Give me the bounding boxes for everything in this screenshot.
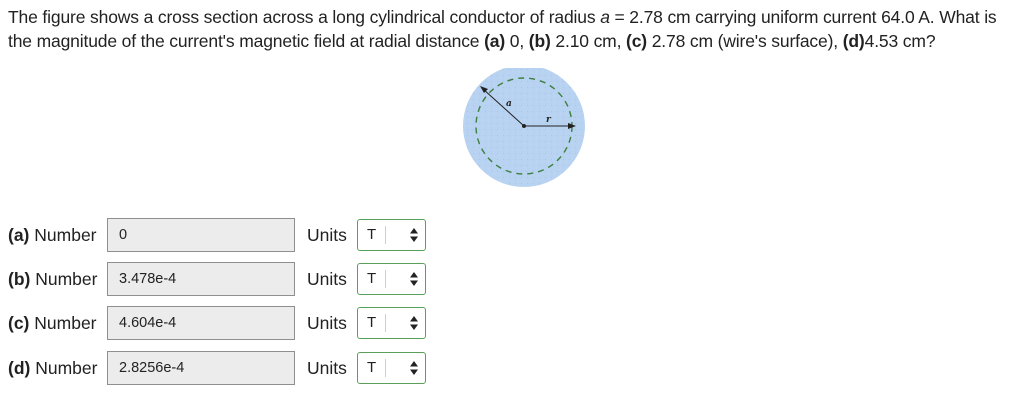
units-label-b: Units (307, 269, 347, 289)
units-select-b[interactable] (357, 263, 426, 295)
units-select-a[interactable] (357, 219, 426, 251)
up-down-arrows-icon (410, 316, 418, 330)
answer-input-c[interactable] (107, 306, 295, 340)
units-value-b: T (367, 270, 377, 287)
answer-input-a[interactable] (107, 218, 295, 252)
up-down-arrows-icon (410, 228, 418, 242)
units-value-c: T (367, 314, 377, 331)
up-down-arrows-icon (410, 361, 418, 375)
row-label-c: (c) Number (8, 313, 97, 333)
row-label-d: (d) Number (8, 358, 98, 378)
answer-input-d[interactable] (107, 351, 295, 385)
question-text: The figure shows a cross section across a long cylindrical conductor of radius a = 2.78 cm carrying uniform current 64.0 A. What is the magnitude of the current's magnetic field at radial distance (a) 0, (b) 2.10 cm, (c) 2.78 cm (wire's surface), (d)4.53 cm? (8, 7, 997, 51)
units-value-a: T (367, 226, 377, 243)
label-r: r (546, 115, 551, 125)
units-select-c[interactable] (357, 307, 426, 339)
conductor-cross-section-figure (460, 68, 590, 192)
row-label-b: (b) Number (8, 269, 98, 289)
row-label-a: (a) Number (8, 225, 97, 245)
units-label-c: Units (307, 313, 347, 333)
up-down-arrows-icon (410, 272, 418, 286)
units-label-a: Units (307, 225, 347, 245)
label-a: a (506, 99, 512, 109)
units-select-d[interactable] (357, 352, 426, 384)
center-dot (522, 124, 526, 128)
variable-a: a (600, 7, 610, 27)
units-label-d: Units (307, 358, 347, 378)
units-value-d: T (367, 359, 377, 376)
answer-input-b[interactable] (107, 262, 295, 296)
